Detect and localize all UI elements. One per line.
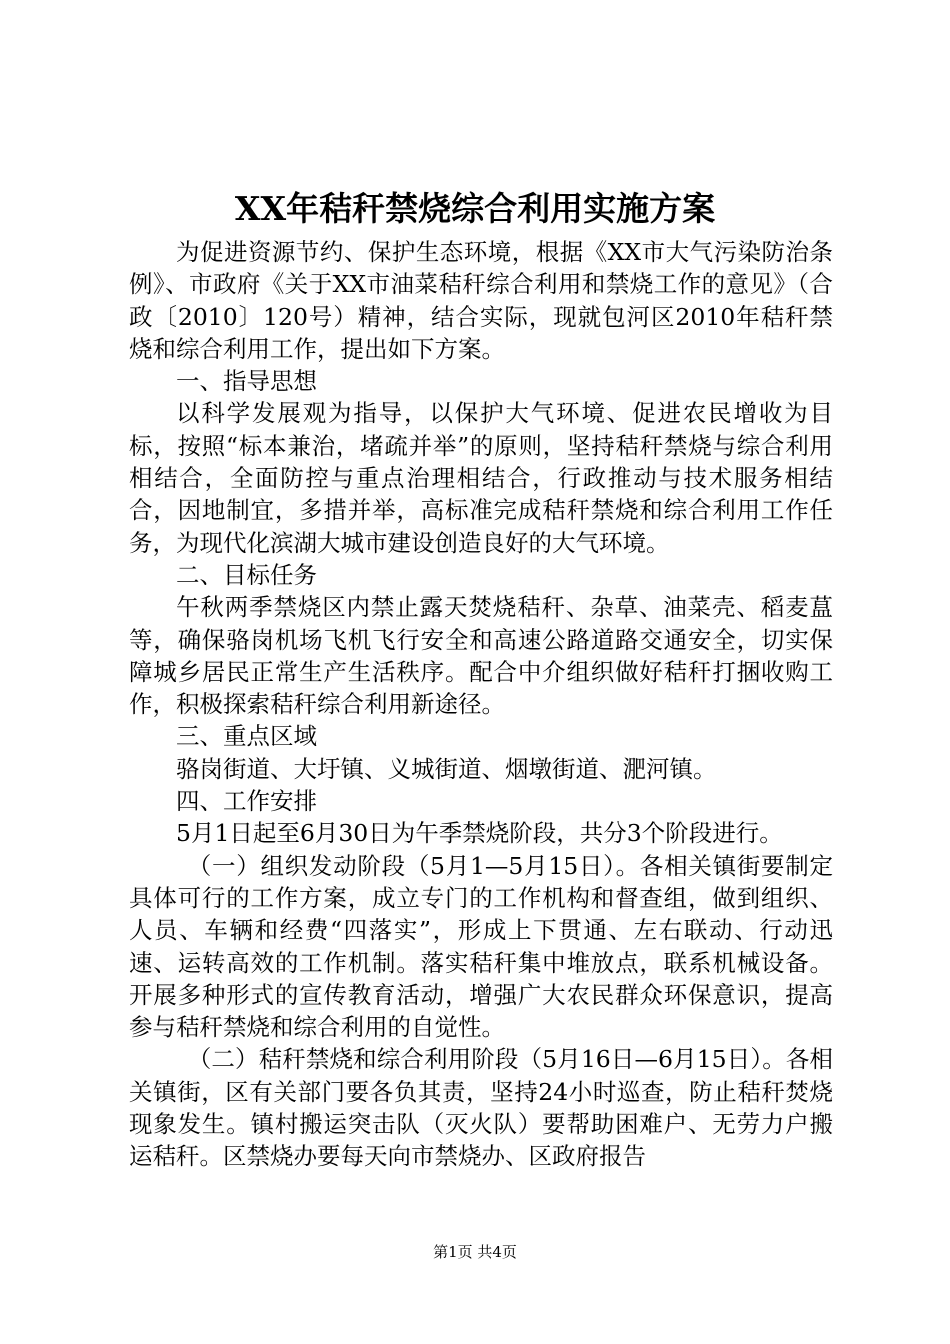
document-title: XX年秸秆禁烧综合利用实施方案 [234,189,716,228]
page-footer: 第1页 共4页 [433,1243,517,1261]
work-plan-paragraph: 5月1日起至6月30日为午季禁烧阶段，共分3个阶段进行。 [176,819,783,848]
goals-paragraph: 午秋两季禁烧区内禁止露天焚烧秸秆、杂草、油菜壳、稻麦蒀等，确保骆岗机场飞机飞行安全和高速公路道路交通安全，切实保障城乡居民正常生产生活秩序。配合中介组织做好秸秆打捆收购工作，积极探索秸秆综合利用新途径。 [129,593,833,719]
section-heading-work-plan: 四、工作安排 [176,787,317,816]
section-heading-guiding-ideology: 一、指导思想 [176,367,317,396]
stage-one-paragraph: （一）组织发动阶段（5月1—5月15日）。各相关镇街要制定具体可行的工作方案，成立专门的工作机构和督查组，做到组织、人员、车辆和经费“四落实”，形成上下贯通、左右联动、行动迅速、运转高效的工作机制。落实秸秆集中堆放点，联系机械设备。开展多种形式的宣传教育活动，增强广大农民群众环保意识，提高参与秸秆禁烧和综合利用的自觉性。 [129,851,833,1042]
stage-two-paragraph: （二）秸秆禁烧和综合利用阶段（5月16日—6月15日）。各相关镇街，区有关部门要各负其责，坚持24小时巡查，防止秸秆焚烧现象发生。镇村搬运突击队（灭火队）要帮助困难户、无劳力户搬运秸秆。区禁烧办要每天向市禁烧办、区政府报告 [129,1045,833,1171]
section-heading-key-areas: 三、重点区域 [176,722,317,751]
intro-paragraph: 为促进资源节约、保护生态环境，根据《XX市大气污染防治条例》、市政府《关于XX市油菜秸秆综合利用和禁烧工作的意见》（合政〔2010〕120号）精神，结合实际，现就包河区2010年秸秆禁烧和综合利用工作，提出如下方案。 [129,238,833,363]
key-areas-paragraph: 骆岗街道、大圩镇、义城街道、烟墩街道、淝河镇。 [176,754,717,783]
section-heading-goals: 二、目标任务 [176,560,317,589]
guiding-ideology-paragraph: 以科学发展观为指导，以保护大气环境、促进农民增收为目标，按照“标本兼治，堵疏并举”的原则，坚持秸秆禁烧与综合利用相结合，全面防控与重点治理相结合，行政推动与技术服务相结合，因地制宜，多措并举，高标准完成秸秆禁烧和综合利用工作任务，为现代化滨湖大城市建设创造良好的大气环境。 [129,399,833,557]
document-body [129,236,833,1173]
